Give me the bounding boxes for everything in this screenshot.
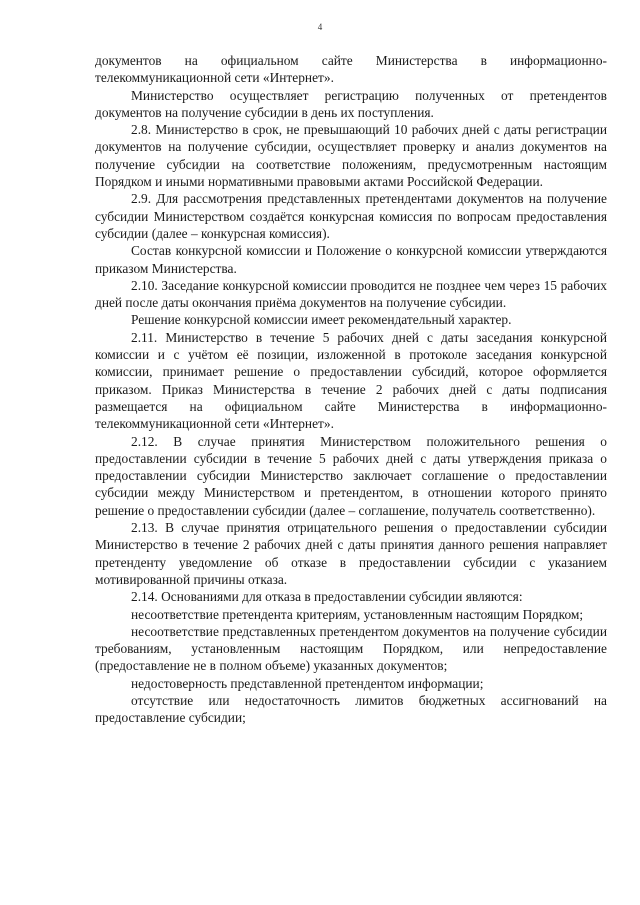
list-item: отсутствие или недостаточность лимитов бюджетных ассигнований на предоставление субсидии; (95, 692, 607, 726)
list-item: несоответствие претендента критериям, установленным настоящим Порядком; (131, 606, 584, 622)
paragraph: Решение конкурсной комиссии имеет рекомендательный характер. (131, 312, 512, 328)
page-number: 4 (317, 22, 323, 32)
document-body (95, 52, 607, 727)
paragraph: 2.13. В случае принятия отрицательного решения о предоставлении субсидии Министерство в течение 2 рабочих дней с даты принятия данного решения направляет претенденту уведомление об отказе в предоставлении субсидии с указанием мотивированной причины отказа. (95, 520, 607, 587)
list-item: несоответствие представленных претендентом документов на получение субсидии требованиям, установленным настоящим Порядком, или непредоставление (предоставление не в полном объеме) указанных документов; (95, 623, 607, 674)
list-item: недостоверность представленной претендентом информации; (131, 675, 484, 691)
paragraph: Состав конкурсной комиссии и Положение о конкурсной комиссии утверждаются приказом Министерства. (95, 243, 607, 276)
paragraph: 2.9. Для рассмотрения представленных претендентами документов на получение субсидии Министерством создаётся конкурсная комиссия по вопросам предоставления субсидии (далее – конкурсная комиссия). (95, 191, 607, 241)
paragraph: 2.11. Министерство в течение 5 рабочих дней с даты заседания конкурсной комиссии и с учётом её позиции, изложенной в протоколе заседания конкурсной комиссии, принимает решение о предоставлении субсидий, которое оформляется приказом. Приказ Министерства в течение 2 рабочих дней с даты подписания размещается на официальном сайте Министерства в информационно-телекоммуникационной сети «Интернет». (95, 329, 607, 432)
paragraph: документов на официальном сайте Министерства в информационно-телекоммуникационной сети «Интернет». (95, 53, 607, 86)
paragraph: 2.10. Заседание конкурсной комиссии проводится не позднее чем через 15 рабочих дней после даты окончания приёма документов на получение субсидии. (95, 277, 607, 311)
paragraph: 2.8. Министерство в срок, не превышающий 10 рабочих дней с даты регистрации документов на получение субсидии, осуществляет проверку и анализ документов на получение субсидии на соответствие положениям, предусмотренным настоящим Порядком и иными нормативными правовыми актами Российской Федерации. (95, 122, 607, 190)
paragraph: Министерство осуществляет регистрацию полученных от претендентов документов на получение субсидии в день их поступления. (95, 87, 607, 120)
paragraph: 2.14. Основаниями для отказа в предоставлении субсидии являются: (131, 589, 523, 605)
paragraph: 2.12. В случае принятия Министерством положительного решения о предоставлении субсидии в течение 5 рабочих дней с даты утверждения приказа о предоставлении субсидии Министерство заключает соглашение о предоставлении субсидии между Министерством и претендентом, в отношении которого принято решение о предоставлении субсидии (далее – соглашение, получатель соответственно). (95, 433, 607, 518)
